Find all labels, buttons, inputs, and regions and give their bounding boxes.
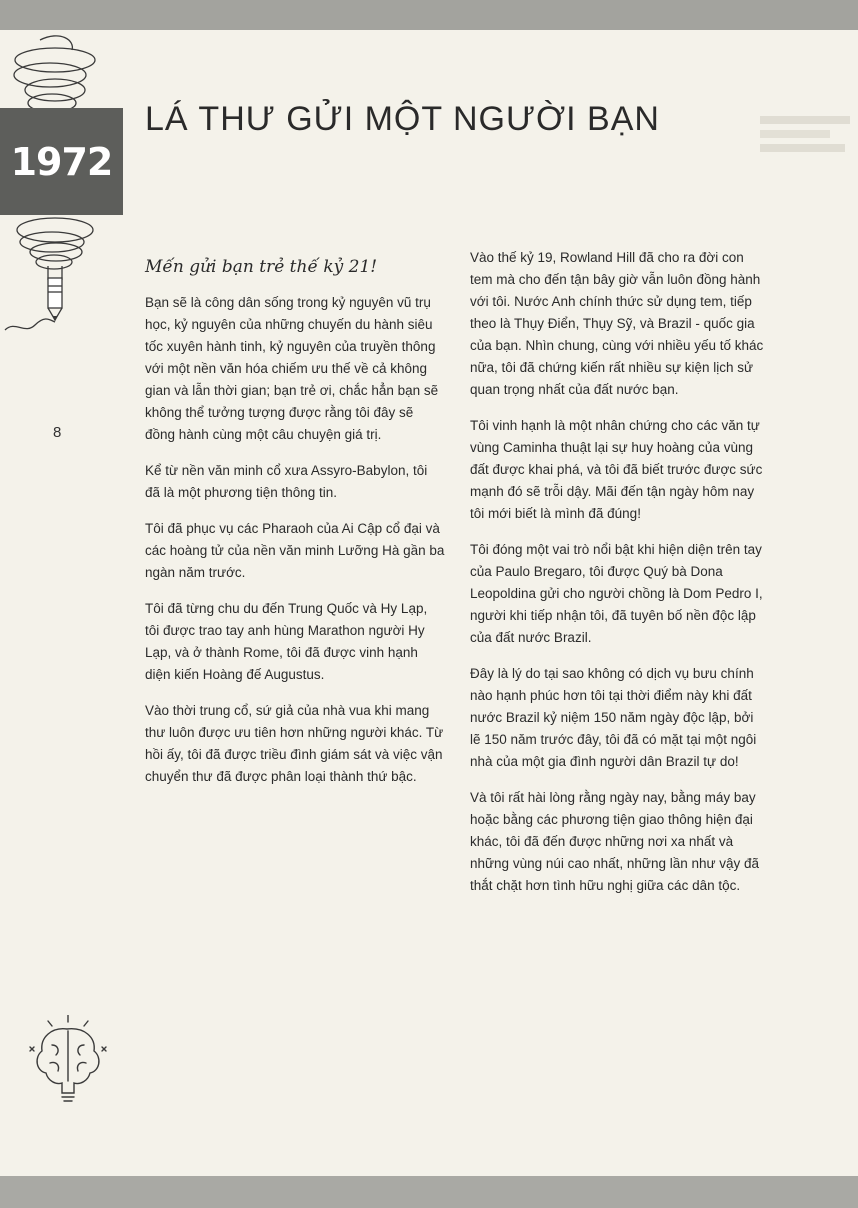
- right-column: [470, 247, 766, 911]
- paragraph: Bạn sẽ là công dân sống trong kỷ nguyên vũ trụ học, kỷ nguyên của những chuyến du hành siêu tốc xuyên hành tinh, kỷ nguyên của truyền thông với một nền văn hóa chiếm ưu thế về cả không gian và lẫn thời gian; bạn trẻ ơi, chắc hẳn bạn sẽ không thể tưởng tượng được rằng tôi đây sẽ đồng hành cùng một câu chuyện giá trị.: [145, 295, 439, 442]
- paragraph: Tôi đã phục vụ các Pharaoh của Ai Cập cổ đại và các hoàng tử của nền văn minh Lưỡng Hà gần ba ngàn năm trước.: [145, 521, 445, 580]
- paragraph: Tôi vinh hạnh là một nhân chứng cho các văn tự vùng Caminha thuật lại sự huy hoàng của vùng đất được khai phá, và tôi đã biết trước được sức mạnh đó sẽ trỗi dậy. Mãi đến tận ngày hôm nay tôi mới biết là mình đã đúng!: [470, 418, 763, 521]
- paragraph: Kể từ nền văn minh cổ xưa Assyro-Babylon, tôi đã là một phương tiện thông tin.: [145, 463, 428, 500]
- page-title: LÁ THƯ GỬI MỘT NGƯỜI BẠN: [145, 100, 660, 138]
- left-column: [145, 292, 445, 802]
- paragraph: Vào thế kỷ 19, Rowland Hill đã cho ra đời con tem mà cho đến tận bây giờ vẫn luôn đồng hành với tôi. Nước Anh chính thức sử dụng tem, tiếp theo là Thụy Điển, Thụy Sỹ, và Brazil - quốc gia của bạn. Nhìn chung, cùng với nhiều yếu tố khác nữa, tôi đã chứng kiến rất nhiều sự kiện lịch sử quan trọng nhất của đất nước bạn.: [470, 250, 764, 397]
- paragraph: Tôi đã từng chu du đến Trung Quốc và Hy Lạp, tôi được trao tay anh hùng Marathon người Hy Lạp, và ở thành Rome, tôi đã được vinh hạnh diện kiến Hoàng đế Augustus.: [145, 601, 428, 682]
- paragraph: Và tôi rất hài lòng rằng ngày nay, bằng máy bay hoặc bằng các phương tiện giao thông hiện đại khác, tôi đã đến được những nơi xa nhất và những vùng núi cao nhất, những lần như vậy đã thắt chặt hơn tình hữu nghị giữa các dân tộc.: [470, 790, 760, 893]
- top-border: [0, 0, 858, 30]
- paragraph: Vào thời trung cổ, sứ giả của nhà vua khi mang thư luôn được ưu tiên hơn những người khác. Từ hồi ấy, tôi đã được triều đình giám sát và việc vận chuyển thư đã được phân loại thành thứ bậc.: [145, 703, 444, 784]
- bottom-border: [0, 1176, 858, 1208]
- greeting: Mến gửi bạn trẻ thế kỷ 21!: [145, 257, 378, 277]
- brain-lightbulb-icon: [22, 1015, 112, 1110]
- paragraph: Tôi đóng một vai trò nổi bật khi hiện diện trên tay của Paulo Bregaro, tôi được Quý bà Dona Leopoldina gửi cho người chồng là Dom Pedro I, người khi tiếp nhận tôi, đã tuyên bố nền độc lập của đất nước Brazil.: [470, 542, 763, 645]
- paragraph: Đây là lý do tại sao không có dịch vụ bưu chính nào hạnh phúc hơn tôi tại thời điểm này khi đất nước Brazil kỷ niệm 150 năm ngày độc lập, bởi lẽ 150 năm trước đây, tôi đã có mặt tại một ngôi nhà của một gia đình người dân Brazil tự do!: [470, 666, 757, 769]
- year-badge: 1972: [0, 108, 123, 215]
- page-number: 8: [53, 424, 62, 441]
